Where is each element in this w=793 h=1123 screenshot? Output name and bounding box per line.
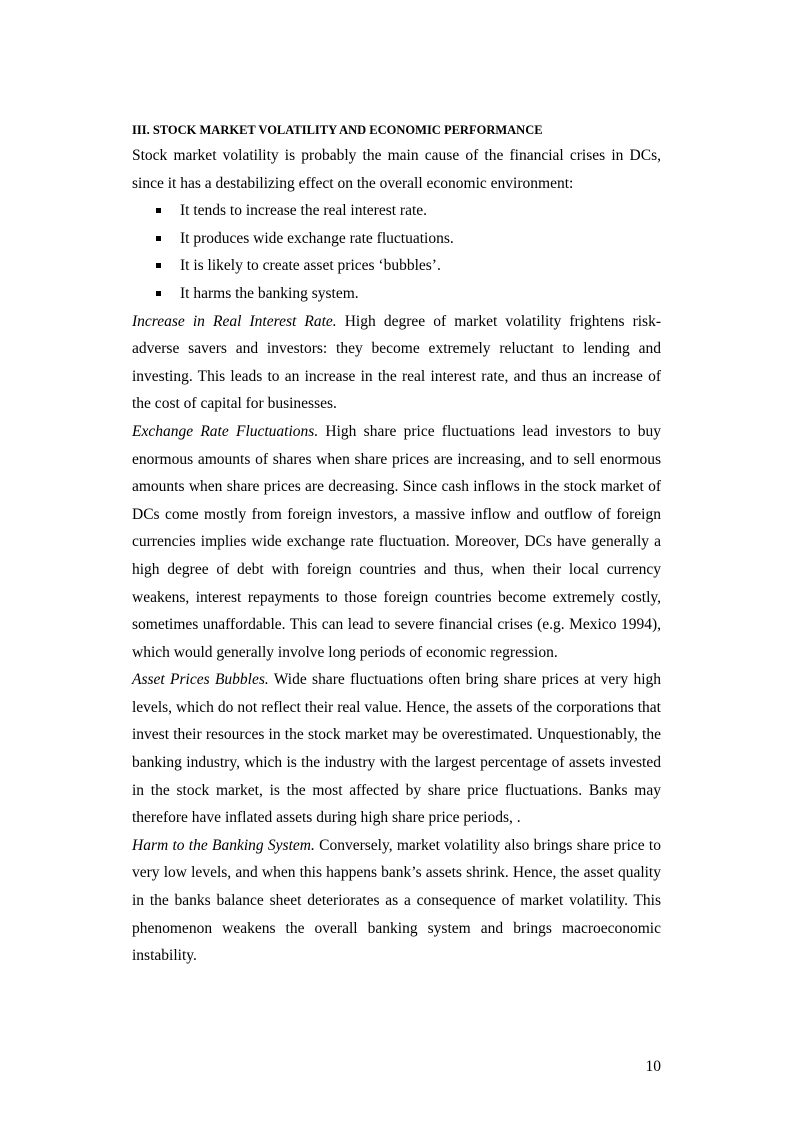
bullet-text: It tends to increase the real interest rate. bbox=[180, 202, 428, 220]
bullet-item bbox=[156, 225, 661, 253]
page-number: 10 bbox=[645, 1058, 661, 1075]
paragraph-body: High share price fluctuations lead investors to buy enormous amounts of shares when share prices are increasing, and to sell enormous amounts when share prices are decreasing. Since cash inflows in the stock market of DCs come mostly from foreign investors, a massive inflow and outflow of foreign currencies implies wide exchange rate fluctuation. Moreover, DCs have generally a high degree of debt with foreign countries and thus, when their local currency weakens, interest repayments to those foreign countries become extremely costly, sometimes unaffordable. This can lead to severe financial crises (e.g. Mexico 1994), which would generally involve long periods of economic regression. bbox=[132, 422, 661, 661]
bullet-text: It harms the banking system. bbox=[180, 284, 359, 302]
square-bullet-icon bbox=[156, 263, 161, 268]
paragraph-real-interest-rate bbox=[132, 308, 661, 418]
bullet-item bbox=[156, 252, 661, 280]
paragraph-title: Exchange Rate Fluctuations. bbox=[132, 422, 319, 440]
square-bullet-icon bbox=[156, 236, 161, 241]
paragraph-exchange-rate bbox=[132, 418, 661, 666]
bullet-item bbox=[156, 197, 661, 225]
paragraph-body: High degree of market volatility frightens risk-adverse savers and investors: they become extremely reluctant to lending and investing. This leads to an increase in the real interest rate, and thus an increase of the cost of capital for businesses. bbox=[132, 312, 661, 413]
paragraph-body: Wide share fluctuations often bring share prices at very high levels, which do not reflect their real value. Hence, the assets of the corporations that invest their resources in the stock market may be overestimated. Unquestionably, the banking industry, which is the industry with the largest percentage of assets invested in the stock market, is the most affected by share price fluctuations. Banks may therefore have inflated assets during high share price periods, . bbox=[132, 671, 661, 827]
intro-paragraph: Stock market volatility is probably the main cause of the financial crises in DCs, since it has a destabilizing effect on the overall economic environment: bbox=[132, 147, 661, 192]
square-bullet-icon bbox=[156, 208, 161, 213]
page-content bbox=[132, 118, 661, 970]
paragraph-title: Harm to the Banking System. bbox=[132, 836, 315, 854]
square-bullet-icon bbox=[156, 291, 161, 296]
paragraph-asset-bubbles bbox=[132, 666, 661, 832]
paragraph-title: Asset Prices Bubbles. bbox=[132, 671, 269, 689]
bullet-list bbox=[132, 197, 661, 307]
section-heading: III. STOCK MARKET VOLATILITY AND ECONOMIC PERFORMANCE bbox=[132, 123, 543, 137]
bullet-item bbox=[156, 280, 661, 308]
bullet-text: It is likely to create asset prices ‘bubbles’. bbox=[180, 257, 441, 275]
paragraph-title: Increase in Real Interest Rate. bbox=[132, 312, 337, 330]
bullet-text: It produces wide exchange rate fluctuations. bbox=[180, 229, 454, 247]
paragraph-banking-system bbox=[132, 832, 661, 970]
paragraph-body: Conversely, market volatility also brings share price to very low levels, and when this happens bank’s assets shrink. Hence, the asset quality in the banks balance sheet deteriorates as a consequence of market volatility. This phenomenon weakens the overall banking system and brings macroeconomic instability. bbox=[132, 836, 661, 965]
